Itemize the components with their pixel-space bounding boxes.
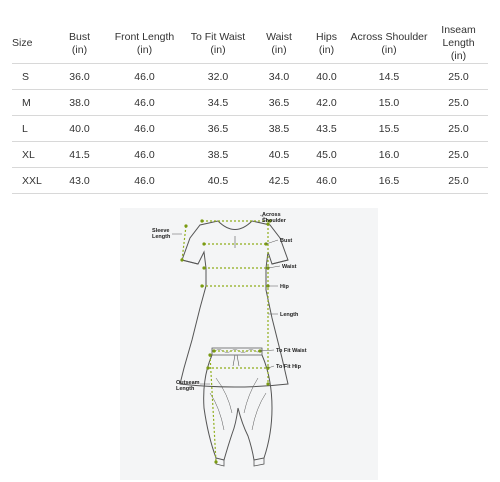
table-row xyxy=(12,168,488,194)
label-bust: Bust xyxy=(280,238,293,244)
measurement-cell: 40.0 xyxy=(52,116,107,142)
measurement-cell: 34.5 xyxy=(182,90,254,116)
size-cell: M xyxy=(12,90,52,116)
column-header-unit: (in) xyxy=(210,43,226,56)
column-header-bust xyxy=(52,24,107,64)
measurement-cell: 40.0 xyxy=(304,64,349,90)
measurement-diagram-svg xyxy=(120,208,378,480)
column-header-name: Across Shoulder xyxy=(350,30,428,43)
measurement-lines xyxy=(182,221,270,462)
measurement-cell: 46.0 xyxy=(107,168,182,194)
label-to-fit-waist: To Fit Waist xyxy=(276,348,307,354)
measurement-cell: 16.0 xyxy=(349,142,429,168)
column-header-name: Bust xyxy=(68,30,90,43)
label-hip: Hip xyxy=(280,284,289,290)
measurement-cell: 43.5 xyxy=(304,116,349,142)
column-header-name: Inseam Length xyxy=(441,24,476,49)
size-cell: XL xyxy=(12,142,52,168)
label-sleeve-length-2: Length xyxy=(152,234,171,240)
label-across-shoulder-1: Across xyxy=(262,212,281,218)
measurement-cell: 42.0 xyxy=(304,90,349,116)
column-header-unit: (in) xyxy=(318,43,335,56)
column-header-name: To Fit Waist xyxy=(190,30,246,43)
table-row xyxy=(12,116,488,142)
column-header-name: Front Length xyxy=(114,30,175,43)
measurement-cell: 46.0 xyxy=(107,142,182,168)
measurement-cell: 36.0 xyxy=(52,64,107,90)
measurement-cell: 25.0 xyxy=(429,116,488,142)
measurement-cell: 25.0 xyxy=(429,90,488,116)
column-header-unit: (in) xyxy=(381,43,397,56)
measurement-cell: 14.5 xyxy=(349,64,429,90)
label-across-shoulder-2: Shoulder xyxy=(262,218,286,224)
column-header-inseam-length xyxy=(429,24,488,64)
label-length: Length xyxy=(280,312,299,318)
size-cell: L xyxy=(12,116,52,142)
measurement-cell: 36.5 xyxy=(182,116,254,142)
column-header-to-fit-waist xyxy=(182,24,254,64)
measurement-cell: 46.0 xyxy=(304,168,349,194)
measurement-cell: 41.5 xyxy=(52,142,107,168)
column-header-front-length xyxy=(107,24,182,64)
column-header-size xyxy=(12,24,52,64)
measurement-cell: 36.5 xyxy=(254,90,304,116)
measurement-cell: 15.0 xyxy=(349,90,429,116)
measurement-dots xyxy=(180,219,271,463)
column-header-unit: (in) xyxy=(136,43,153,56)
measurement-cell: 38.5 xyxy=(182,142,254,168)
measurement-cell: 25.0 xyxy=(429,168,488,194)
measurement-cell: 43.0 xyxy=(52,168,107,194)
label-waist: Waist xyxy=(282,264,297,270)
measurement-cell: 40.5 xyxy=(254,142,304,168)
column-header-across-shoulder xyxy=(349,24,429,64)
size-chart-table-container xyxy=(12,24,488,194)
column-header-hips xyxy=(304,24,349,64)
measurement-diagram xyxy=(120,208,378,480)
size-cell: XXL xyxy=(12,168,52,194)
label-outseam-length-2: Length xyxy=(176,386,195,392)
column-header-unit: (in) xyxy=(271,43,287,56)
size-cell: S xyxy=(12,64,52,90)
pants-outline xyxy=(204,348,272,466)
table-body xyxy=(12,64,488,194)
column-header-name: Size xyxy=(12,37,33,49)
measurement-cell: 46.0 xyxy=(107,116,182,142)
label-to-fit-hip: To Fit Hip xyxy=(276,364,301,370)
measurement-cell: 46.0 xyxy=(107,90,182,116)
measurement-cell: 38.0 xyxy=(52,90,107,116)
column-header-unit: (in) xyxy=(71,43,88,56)
column-header-name: Waist xyxy=(266,30,292,43)
measurement-cell: 40.5 xyxy=(182,168,254,194)
measurement-cell: 25.0 xyxy=(429,64,488,90)
measurement-cell: 38.5 xyxy=(254,116,304,142)
column-header-unit: (in) xyxy=(450,50,467,62)
column-header-waist xyxy=(254,24,304,64)
measurement-cell: 45.0 xyxy=(304,142,349,168)
column-header-name: Hips xyxy=(315,30,337,43)
measurement-cell: 42.5 xyxy=(254,168,304,194)
measurement-cell: 25.0 xyxy=(429,142,488,168)
label-sleeve-length-1: Sleeve xyxy=(152,228,170,234)
measurement-cell: 34.0 xyxy=(254,64,304,90)
label-outseam-length-1: Outseam xyxy=(176,380,200,386)
table-header-row xyxy=(12,24,488,64)
measurement-cell: 16.5 xyxy=(349,168,429,194)
table-row xyxy=(12,90,488,116)
table-row xyxy=(12,142,488,168)
size-chart-table xyxy=(12,24,488,194)
table-row xyxy=(12,64,488,90)
measurement-cell: 46.0 xyxy=(107,64,182,90)
measurement-cell: 15.5 xyxy=(349,116,429,142)
measurement-cell: 32.0 xyxy=(182,64,254,90)
